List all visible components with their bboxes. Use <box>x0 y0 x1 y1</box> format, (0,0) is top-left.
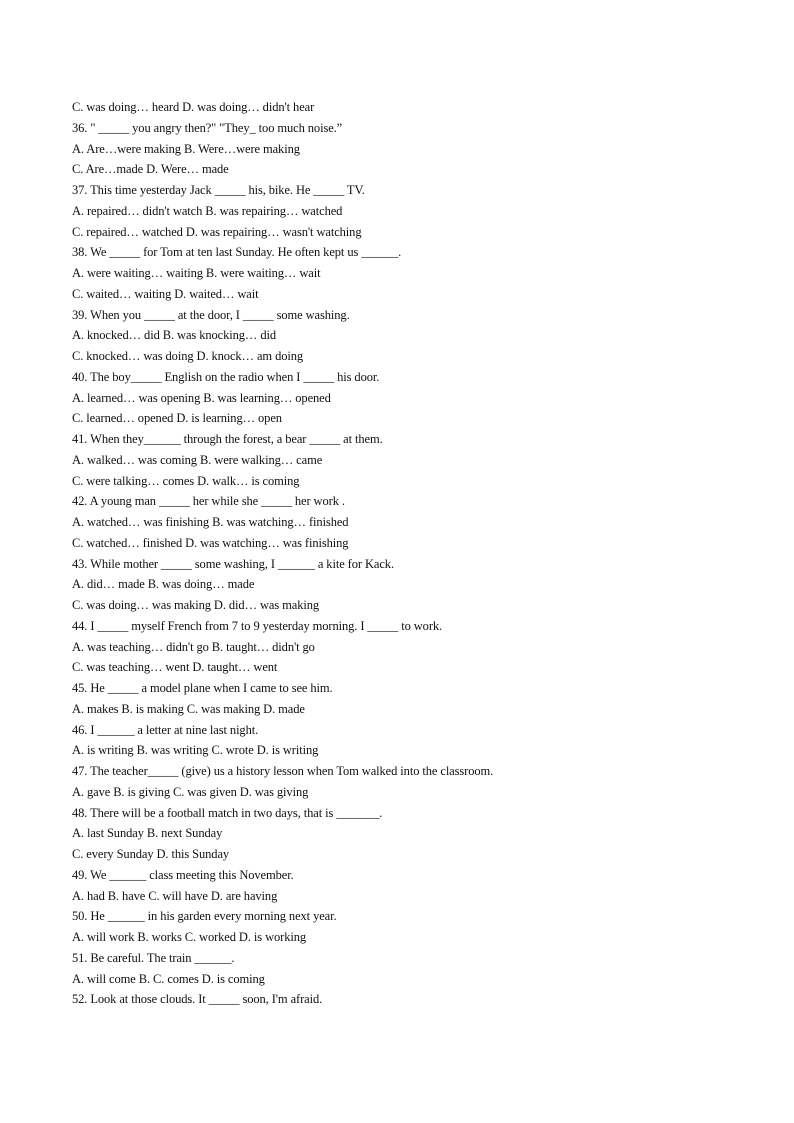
options-line: C. every Sunday D. this Sunday <box>72 847 230 861</box>
options-line: A. Are…were making B. Were…were making <box>72 141 300 156</box>
options-line: A. will come B. C. comes D. is coming <box>72 971 265 986</box>
question-47: 47. The teacher_____ (give) us a history lesson when Tom walked into the classroom. <box>72 764 494 778</box>
options-line: C. repaired… watched D. was repairing… wasn't watching <box>72 224 362 239</box>
options-line: C. learned… opened D. is learning… open <box>72 411 282 426</box>
question-38: 38. We _____ for Tom at ten last Sunday. He often kept us ______. <box>72 245 402 260</box>
options-line: A. is writing B. was writing C. wrote D. is writing <box>72 743 319 758</box>
options-line: C. was teaching… went D. taught… went <box>72 660 278 675</box>
options-line: A. repaired… didn't watch B. was repairing… watched <box>72 203 343 218</box>
exercise-text <box>72 97 752 1010</box>
options-line: A. had B. have C. will have D. are having <box>72 888 278 903</box>
options-line: C. was doing… was making D. did… was making <box>72 598 320 612</box>
question-49: 49. We ______ class meeting this November. <box>72 867 294 882</box>
question-52: 52. Look at those clouds. It _____ soon, I'm afraid. <box>72 992 323 1007</box>
options-line: A. were waiting… waiting B. were waiting… wait <box>72 266 321 280</box>
options-line: A. makes B. is making C. was making D. made <box>72 701 305 716</box>
options-line: C. knocked… was doing D. knock… am doing <box>72 349 304 363</box>
options-line: A. was teaching… didn't go B. taught… didn't go <box>72 639 315 654</box>
options-line: A. walked… was coming B. were walking… came <box>72 452 323 467</box>
options-line: C. waited… waiting D. waited… wait <box>72 286 259 301</box>
options-line: C. were talking… comes D. walk… is coming <box>72 473 300 488</box>
question-46: 46. I ______ a letter at nine last night. <box>72 722 259 737</box>
options-line: A. last Sunday B. next Sunday <box>72 826 223 841</box>
question-48: 48. There will be a football match in two days, that is _______. <box>72 805 383 820</box>
options-line: C. watched… finished D. was watching… was finishing <box>72 535 349 550</box>
options-line: A. watched… was finishing B. was watching… finished <box>72 515 349 529</box>
question-45: 45. He _____ a model plane when I came to see him. <box>72 681 333 695</box>
question-37: 37. This time yesterday Jack _____ his, bike. He _____ TV. <box>72 183 365 197</box>
question-43: 43. While mother _____ some washing, I ______ a kite for Kack. <box>72 556 394 571</box>
question-50: 50. He ______ in his garden every morning next year. <box>72 909 337 924</box>
text-line: C. was doing… heard D. was doing… didn't hear <box>72 100 315 114</box>
options-line: A. knocked… did B. was knocking… did <box>72 328 277 343</box>
question-42: 42. A young man _____ her while she _____ her work . <box>72 494 345 509</box>
options-line: A. did… made B. was doing… made <box>72 577 255 592</box>
options-line: A. gave B. is giving C. was given D. was giving <box>72 784 309 799</box>
options-line: A. will work B. works C. worked D. is working <box>72 930 307 944</box>
question-40: 40. The boy_____ English on the radio when I _____ his door. <box>72 369 380 384</box>
question-39: 39. When you _____ at the door, I _____ some washing. <box>72 307 350 322</box>
options-line: C. Are…made D. Were… made <box>72 162 229 177</box>
question-36: 36. " _____ you angry then?" "They_ too much noise.” <box>72 120 343 135</box>
question-41: 41. When they______ through the forest, a bear _____ at them. <box>72 432 383 446</box>
question-51: 51. Be careful. The train ______. <box>72 950 235 965</box>
options-line: A. learned… was opening B. was learning… opened <box>72 390 331 405</box>
question-44: 44. I _____ myself French from 7 to 9 yesterday morning. I _____ to work. <box>72 618 443 633</box>
